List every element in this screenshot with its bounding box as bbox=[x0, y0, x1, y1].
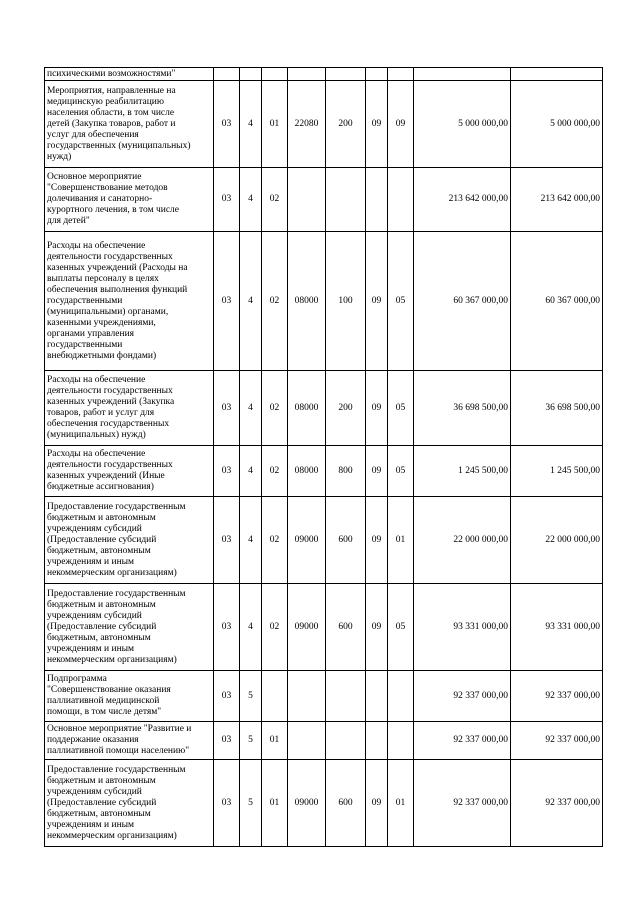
table-row bbox=[45, 81, 603, 168]
table-row bbox=[45, 722, 603, 760]
expense-name-cell: Расходы на обеспечение деятельности государственных казенных учреждений (Закупка товаров, работ и услуг для обеспечения государственных (муниципальных) нужд) bbox=[45, 371, 214, 446]
amount-total-cell: 5 000 000,00 bbox=[511, 81, 603, 168]
subprogram-code-cell: 4 bbox=[240, 446, 262, 497]
amount-total-cell: 213 642 000,00 bbox=[511, 168, 603, 232]
chapter-code-cell: 09 bbox=[366, 584, 388, 671]
amount-total-cell: 36 698 500,00 bbox=[511, 371, 603, 446]
section-code-cell: 03 bbox=[214, 232, 240, 371]
subprogram-code-cell: 5 bbox=[240, 760, 262, 847]
section-code-cell: 03 bbox=[214, 722, 240, 760]
direction-code-cell: 08000 bbox=[288, 371, 326, 446]
activity-code-cell: 01 bbox=[262, 760, 288, 847]
subprogram-code-cell bbox=[240, 68, 262, 81]
budget-table bbox=[44, 67, 603, 847]
amount-cell: 60 367 000,00 bbox=[414, 232, 511, 371]
chapter-code-cell: 09 bbox=[366, 232, 388, 371]
chapter-code-cell: 09 bbox=[366, 81, 388, 168]
table-row bbox=[45, 232, 603, 371]
activity-code-cell: 02 bbox=[262, 371, 288, 446]
chapter-code-cell bbox=[366, 671, 388, 722]
expense-type-cell bbox=[326, 168, 366, 232]
subprogram-code-cell: 5 bbox=[240, 671, 262, 722]
expense-type-cell: 800 bbox=[326, 446, 366, 497]
direction-code-cell: 22080 bbox=[288, 81, 326, 168]
subsection-code-cell: 05 bbox=[388, 232, 414, 371]
subsection-code-cell bbox=[388, 68, 414, 81]
expense-type-cell: 200 bbox=[326, 371, 366, 446]
subsection-code-cell: 01 bbox=[388, 760, 414, 847]
activity-code-cell bbox=[262, 68, 288, 81]
chapter-code-cell bbox=[366, 168, 388, 232]
direction-code-cell: 08000 bbox=[288, 232, 326, 371]
chapter-code-cell bbox=[366, 722, 388, 760]
table-row bbox=[45, 446, 603, 497]
subprogram-code-cell: 4 bbox=[240, 232, 262, 371]
amount-cell: 213 642 000,00 bbox=[414, 168, 511, 232]
expense-name-cell: Основное мероприятие "Совершенствование методов долечивания и санаторно- курортного лечения, в том числе для детей" bbox=[45, 168, 214, 232]
expense-name-cell: Мероприятия, направленные на медицинскую реабилитацию населения области, в том числе детей (Закупка товаров, работ и услуг для обеспечения государственных (муниципальных) нужд) bbox=[45, 81, 214, 168]
activity-code-cell: 02 bbox=[262, 584, 288, 671]
expense-type-cell: 600 bbox=[326, 584, 366, 671]
subsection-code-cell: 09 bbox=[388, 81, 414, 168]
expense-name-cell: психическими возможностями" bbox=[45, 68, 214, 81]
chapter-code-cell: 09 bbox=[366, 497, 388, 584]
direction-code-cell bbox=[288, 722, 326, 760]
section-code-cell: 03 bbox=[214, 446, 240, 497]
amount-total-cell: 60 367 000,00 bbox=[511, 232, 603, 371]
subsection-code-cell bbox=[388, 722, 414, 760]
subprogram-code-cell: 5 bbox=[240, 722, 262, 760]
table-row bbox=[45, 371, 603, 446]
expense-type-cell: 600 bbox=[326, 497, 366, 584]
subsection-code-cell: 05 bbox=[388, 446, 414, 497]
amount-total-cell: 93 331 000,00 bbox=[511, 584, 603, 671]
section-code-cell: 03 bbox=[214, 81, 240, 168]
chapter-code-cell: 09 bbox=[366, 760, 388, 847]
subsection-code-cell: 05 bbox=[388, 584, 414, 671]
direction-code-cell: 09000 bbox=[288, 584, 326, 671]
expense-name-cell: Расходы на обеспечение деятельности государственных казенных учреждений (Расходы на выплаты персоналу в целях обеспечения выполнения функций государственными (муниципальными) органами, казенными учреждениями, органами управления государственными внебюджетными фондами) bbox=[45, 232, 214, 371]
amount-total-cell: 92 337 000,00 bbox=[511, 722, 603, 760]
amount-cell: 22 000 000,00 bbox=[414, 497, 511, 584]
section-code-cell bbox=[214, 68, 240, 81]
activity-code-cell: 02 bbox=[262, 168, 288, 232]
amount-cell: 92 337 000,00 bbox=[414, 760, 511, 847]
subsection-code-cell bbox=[388, 168, 414, 232]
subprogram-code-cell: 4 bbox=[240, 584, 262, 671]
amount-total-cell: 92 337 000,00 bbox=[511, 671, 603, 722]
section-code-cell: 03 bbox=[214, 671, 240, 722]
amount-cell: 92 337 000,00 bbox=[414, 671, 511, 722]
table-row bbox=[45, 68, 603, 81]
table-row bbox=[45, 760, 603, 847]
chapter-code-cell: 09 bbox=[366, 446, 388, 497]
expense-name-cell: Предоставление государственным бюджетным и автономным учреждениям субсидий (Предоставление субсидий бюджетным, автономным учреждениям и иным некоммерческим организациям) bbox=[45, 497, 214, 584]
activity-code-cell: 02 bbox=[262, 497, 288, 584]
direction-code-cell bbox=[288, 168, 326, 232]
expense-name-cell: Предоставление государственным бюджетным и автономным учреждениям субсидий (Предоставление субсидий бюджетным, автономным учреждениям и иным некоммерческим организациям) bbox=[45, 760, 214, 847]
expense-type-cell: 600 bbox=[326, 760, 366, 847]
amount-total-cell bbox=[511, 68, 603, 81]
table-body bbox=[45, 68, 603, 847]
expense-name-cell: Подпрограмма "Совершенствование оказания паллиативной медицинской помощи, в том числе детям" bbox=[45, 671, 214, 722]
expense-type-cell bbox=[326, 68, 366, 81]
expense-name-cell: Предоставление государственным бюджетным и автономным учреждениям субсидий (Предоставление субсидий бюджетным, автономным учреждениям и иным некоммерческим организациям) bbox=[45, 584, 214, 671]
expense-type-cell: 200 bbox=[326, 81, 366, 168]
amount-cell: 5 000 000,00 bbox=[414, 81, 511, 168]
activity-code-cell: 02 bbox=[262, 232, 288, 371]
amount-cell bbox=[414, 68, 511, 81]
section-code-cell: 03 bbox=[214, 760, 240, 847]
table-row bbox=[45, 671, 603, 722]
direction-code-cell: 09000 bbox=[288, 497, 326, 584]
activity-code-cell: 02 bbox=[262, 446, 288, 497]
expense-type-cell bbox=[326, 671, 366, 722]
activity-code-cell bbox=[262, 671, 288, 722]
section-code-cell: 03 bbox=[214, 584, 240, 671]
table-row bbox=[45, 168, 603, 232]
amount-cell: 36 698 500,00 bbox=[414, 371, 511, 446]
subprogram-code-cell: 4 bbox=[240, 81, 262, 168]
activity-code-cell: 01 bbox=[262, 81, 288, 168]
amount-total-cell: 22 000 000,00 bbox=[511, 497, 603, 584]
direction-code-cell: 08000 bbox=[288, 446, 326, 497]
table-row bbox=[45, 497, 603, 584]
amount-total-cell: 92 337 000,00 bbox=[511, 760, 603, 847]
amount-cell: 92 337 000,00 bbox=[414, 722, 511, 760]
chapter-code-cell bbox=[366, 68, 388, 81]
amount-total-cell: 1 245 500,00 bbox=[511, 446, 603, 497]
activity-code-cell: 01 bbox=[262, 722, 288, 760]
subprogram-code-cell: 4 bbox=[240, 168, 262, 232]
expense-name-cell: Расходы на обеспечение деятельности государственных казенных учреждений (Иные бюджетные ассигнования) bbox=[45, 446, 214, 497]
direction-code-cell: 09000 bbox=[288, 760, 326, 847]
subprogram-code-cell: 4 bbox=[240, 497, 262, 584]
expense-name-cell: Основное мероприятие "Развитие и поддержание оказания паллиативной помощи населению" bbox=[45, 722, 214, 760]
section-code-cell: 03 bbox=[214, 371, 240, 446]
subsection-code-cell bbox=[388, 671, 414, 722]
expense-type-cell bbox=[326, 722, 366, 760]
amount-cell: 93 331 000,00 bbox=[414, 584, 511, 671]
expense-type-cell: 100 bbox=[326, 232, 366, 371]
section-code-cell: 03 bbox=[214, 168, 240, 232]
direction-code-cell bbox=[288, 68, 326, 81]
subsection-code-cell: 05 bbox=[388, 371, 414, 446]
amount-cell: 1 245 500,00 bbox=[414, 446, 511, 497]
subsection-code-cell: 01 bbox=[388, 497, 414, 584]
section-code-cell: 03 bbox=[214, 497, 240, 584]
subprogram-code-cell: 4 bbox=[240, 371, 262, 446]
table-row bbox=[45, 584, 603, 671]
chapter-code-cell: 09 bbox=[366, 371, 388, 446]
direction-code-cell bbox=[288, 671, 326, 722]
